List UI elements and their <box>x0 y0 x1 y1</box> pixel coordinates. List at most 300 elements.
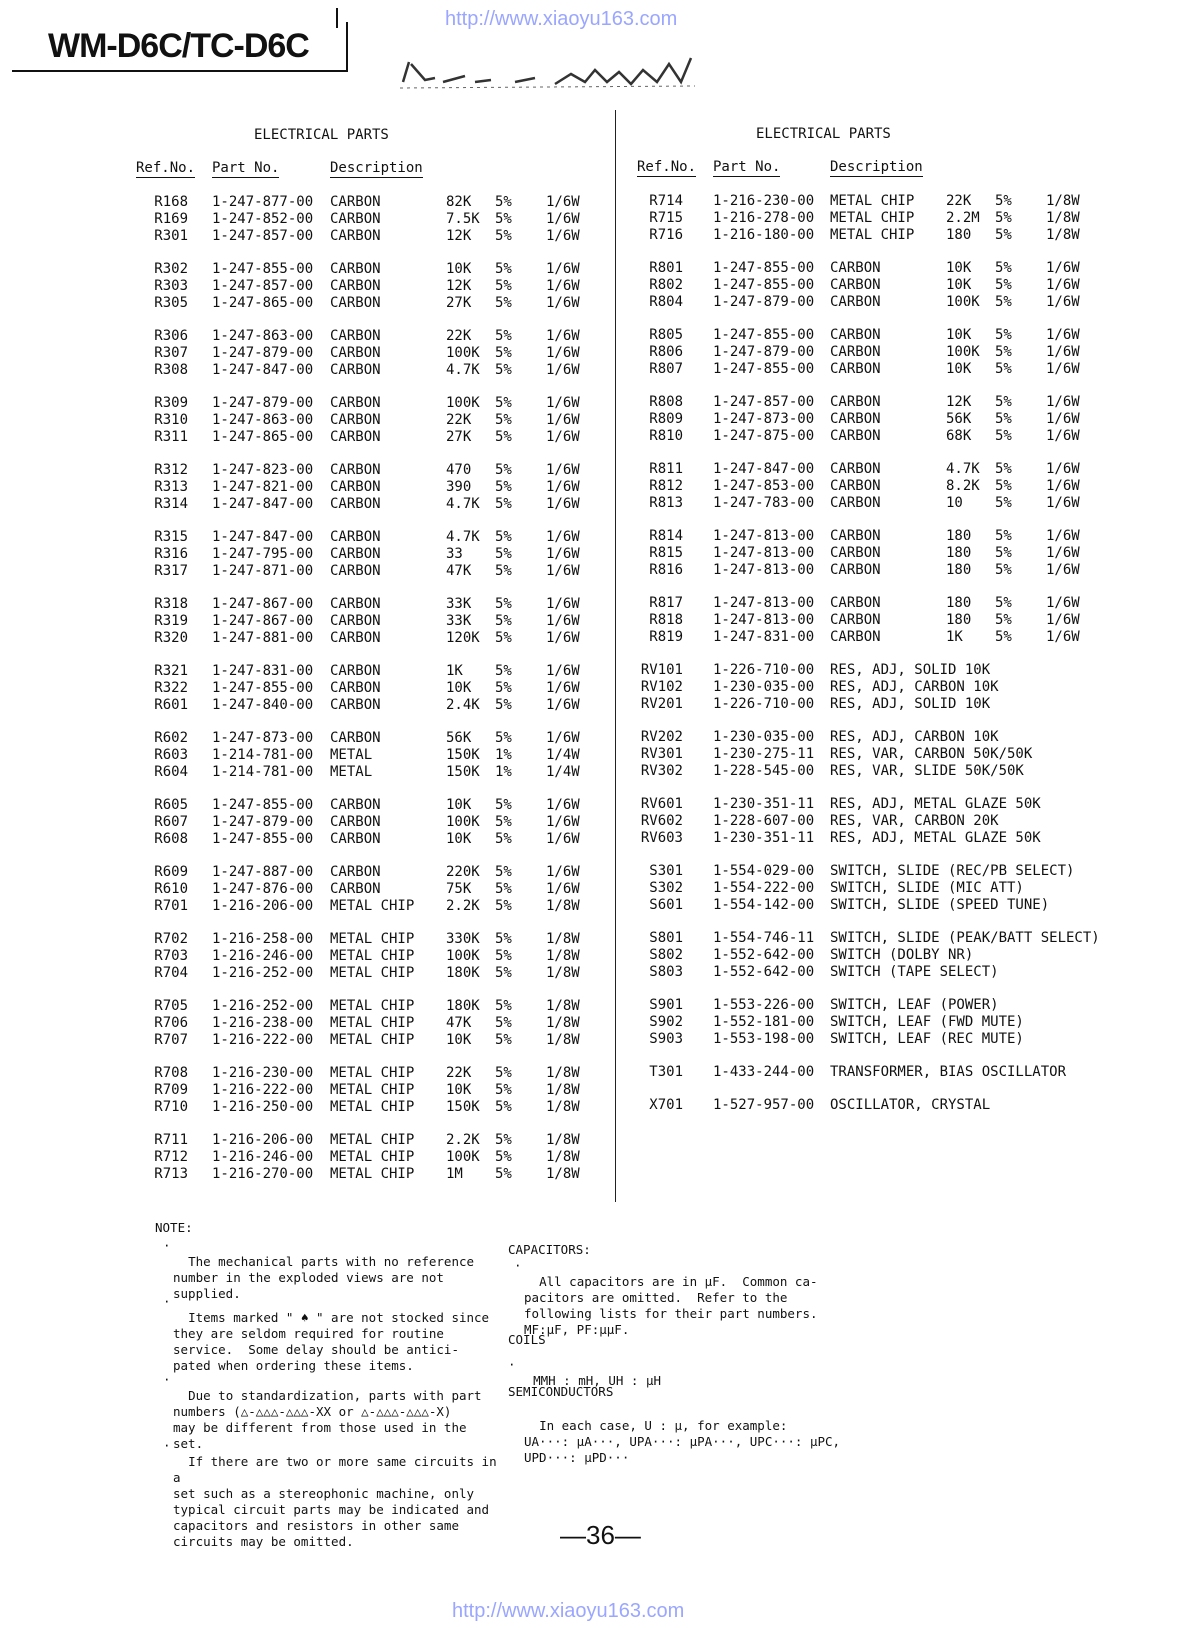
description: SWITCH, LEAF (REC MUTE) <box>830 1030 1024 1047</box>
value: 27K <box>446 428 472 445</box>
part-no: 1-247-857-00 <box>212 227 314 244</box>
ref-no: R711 <box>154 1132 188 1148</box>
value: 2.2K <box>446 1132 480 1148</box>
description: CARBON <box>830 260 881 276</box>
rating: 1/6W <box>1046 595 1080 611</box>
part-no: 1-216-252-00 <box>212 998 314 1014</box>
rating: 1/6W <box>546 194 580 210</box>
value: 1K <box>946 628 963 645</box>
tolerance: 5% <box>495 1081 512 1098</box>
rating: 1/6W <box>546 478 580 495</box>
description: CARBON <box>830 394 881 410</box>
tolerance: 5% <box>995 595 1012 611</box>
ref-no: S301 <box>649 863 683 879</box>
value: 2.2K <box>446 897 480 914</box>
part-no: 1-554-746-11 <box>713 930 815 946</box>
part-no: 1-552-642-00 <box>713 946 815 963</box>
part-no: 1-247-855-00 <box>713 360 815 377</box>
ref-no: R609 <box>154 864 188 880</box>
description: METAL CHIP <box>830 226 915 243</box>
rating: 1/6W <box>1046 276 1080 293</box>
ref-no: R807 <box>649 360 683 377</box>
ref-no: R604 <box>154 763 188 780</box>
value: 12K <box>946 394 972 410</box>
ref-no: R310 <box>154 411 188 428</box>
tolerance: 5% <box>495 428 512 445</box>
value: 1K <box>446 663 463 679</box>
ref-no: X701 <box>649 1097 683 1114</box>
part-no: 1-554-142-00 <box>713 896 815 913</box>
part-no: 1-247-847-00 <box>212 361 314 378</box>
value: 47K <box>446 562 472 579</box>
rating: 1/8W <box>546 1148 580 1165</box>
description: SWITCH, SLIDE (MIC ATT) <box>830 879 1024 896</box>
rating: 1/6W <box>1046 394 1080 410</box>
value: 330K <box>446 931 480 947</box>
value: 56K <box>446 730 472 746</box>
part-no: 1-247-881-00 <box>212 629 314 646</box>
rating: 1/6W <box>546 344 580 361</box>
right-col-ref-label: Ref.No. <box>637 159 697 175</box>
value: 180 <box>946 226 972 243</box>
part-no: 1-247-855-00 <box>713 327 815 343</box>
part-no: 1-230-035-00 <box>713 729 815 745</box>
tolerance: 5% <box>995 494 1012 511</box>
description: METAL CHIP <box>330 931 415 947</box>
rating: 1/6W <box>546 696 580 713</box>
model-tick <box>336 8 338 28</box>
part-no: 1-247-873-00 <box>713 410 815 427</box>
rating: 1/8W <box>546 1098 580 1115</box>
ref-no: R705 <box>154 998 188 1014</box>
ref-no: R809 <box>649 410 683 427</box>
value: 1M <box>446 1165 463 1182</box>
right-section-title: ELECTRICAL PARTS <box>756 126 891 142</box>
ref-no: R319 <box>154 612 188 629</box>
value: 100K <box>446 813 480 830</box>
rating: 1/6W <box>546 495 580 512</box>
rating: 1/6W <box>1046 461 1080 477</box>
rating: 1/6W <box>546 562 580 579</box>
ref-no: RV602 <box>640 812 683 829</box>
ref-no: R813 <box>649 494 683 511</box>
ref-no: R811 <box>649 461 683 477</box>
tolerance: 5% <box>495 1014 512 1031</box>
handwritten-scribble <box>395 52 705 92</box>
rating: 1/6W <box>546 545 580 562</box>
part-no: 1-247-821-00 <box>212 478 314 495</box>
ref-no: R704 <box>154 964 188 981</box>
part-no: 1-247-865-00 <box>212 294 314 311</box>
description: METAL CHIP <box>830 193 915 209</box>
description: METAL CHIP <box>330 964 415 981</box>
part-no: 1-552-642-00 <box>713 963 815 980</box>
part-no: 1-214-781-00 <box>212 746 314 763</box>
ref-no: R703 <box>154 947 188 964</box>
description: TRANSFORMER, BIAS OSCILLATOR <box>830 1064 1067 1080</box>
tolerance: 5% <box>495 880 512 897</box>
ref-no: R303 <box>154 277 188 294</box>
part-no: 1-230-275-11 <box>713 745 815 762</box>
rating: 1/8W <box>546 1031 580 1048</box>
part-no: 1-247-840-00 <box>212 696 314 713</box>
rating: 1/4W <box>546 763 580 780</box>
value: 180 <box>946 611 972 628</box>
part-no: 1-247-855-00 <box>212 679 314 696</box>
value: 100K <box>946 343 980 360</box>
part-no: 1-247-857-00 <box>212 277 314 294</box>
tolerance: 5% <box>995 410 1012 427</box>
value: 100K <box>946 293 980 310</box>
tolerance: 5% <box>495 998 512 1014</box>
description: CARBON <box>330 210 381 227</box>
part-no: 1-216-222-00 <box>212 1081 314 1098</box>
value: 2.2M <box>946 209 980 226</box>
value: 7.5K <box>446 210 480 227</box>
note-bullet: · <box>163 1372 171 1387</box>
description: METAL CHIP <box>330 1031 415 1048</box>
description: CARBON <box>330 612 381 629</box>
description: CARBON <box>330 227 381 244</box>
value: 33K <box>446 612 472 629</box>
note-bullet: · <box>163 1294 171 1309</box>
ref-no: RV603 <box>640 829 683 846</box>
ref-no: S803 <box>649 963 683 980</box>
tolerance: 1% <box>495 763 512 780</box>
note-bullet: · <box>163 1238 171 1253</box>
part-no: 1-247-813-00 <box>713 544 815 561</box>
part-no: 1-216-222-00 <box>212 1031 314 1048</box>
tolerance: 5% <box>495 328 512 344</box>
description: OSCILLATOR, CRYSTAL <box>830 1097 991 1114</box>
description: CARBON <box>830 293 881 310</box>
rating: 1/6W <box>1046 628 1080 645</box>
value: 180K <box>446 998 480 1014</box>
note-bullet: · <box>514 1258 522 1273</box>
note-text: Due to standardization, parts with part numbers (△-△△△-△△△-XX or △-△△△-△△△-X) may be different from those used in the set. <box>173 1388 482 1451</box>
value: 22K <box>446 328 472 344</box>
description: CARBON <box>330 696 381 713</box>
tolerance: 5% <box>495 897 512 914</box>
tolerance: 5% <box>495 830 512 847</box>
part-no: 1-247-855-00 <box>212 261 314 277</box>
part-no: 1-247-813-00 <box>713 561 815 578</box>
value: 10K <box>446 261 472 277</box>
ref-no: R708 <box>154 1065 188 1081</box>
part-no: 1-216-252-00 <box>212 964 314 981</box>
value: 27K <box>446 294 472 311</box>
left-col-ref <box>136 160 195 176</box>
part-no: 1-216-246-00 <box>212 947 314 964</box>
value: 4.7K <box>446 495 480 512</box>
ref-no: R305 <box>154 294 188 311</box>
value: 22K <box>446 1065 472 1081</box>
tolerance: 5% <box>995 226 1012 243</box>
coils-title: COILS <box>508 1332 546 1347</box>
value: 75K <box>446 880 472 897</box>
description: CARBON <box>330 880 381 897</box>
rating: 1/6W <box>546 261 580 277</box>
value: 4.7K <box>946 461 980 477</box>
description: CARBON <box>330 562 381 579</box>
semiconductors-note <box>524 1402 854 1466</box>
part-no: 1-247-863-00 <box>212 411 314 428</box>
note-item <box>163 1294 503 1374</box>
part-no: 1-554-029-00 <box>713 863 815 879</box>
rating: 1/6W <box>546 679 580 696</box>
part-no: 1-226-710-00 <box>713 695 815 712</box>
part-no: 1-553-226-00 <box>713 997 815 1013</box>
description: RES, VAR, CARBON 50K/50K <box>830 745 1033 762</box>
rating: 1/8W <box>546 1014 580 1031</box>
part-no: 1-247-852-00 <box>212 210 314 227</box>
part-no: 1-247-873-00 <box>212 730 314 746</box>
value: 2.4K <box>446 696 480 713</box>
left-section-title: ELECTRICAL PARTS <box>254 127 389 143</box>
rating: 1/6W <box>1046 561 1080 578</box>
ref-no: R314 <box>154 495 188 512</box>
left-col-desc <box>330 160 423 176</box>
tolerance: 5% <box>495 663 512 679</box>
ref-no: R818 <box>649 611 683 628</box>
tolerance: 5% <box>495 947 512 964</box>
value: 150K <box>446 1098 480 1115</box>
description: METAL CHIP <box>330 998 415 1014</box>
value: 100K <box>446 395 480 411</box>
rating: 1/6W <box>546 227 580 244</box>
rating: 1/6W <box>546 612 580 629</box>
description: METAL <box>330 746 373 763</box>
tolerance: 5% <box>495 227 512 244</box>
description: CARBON <box>830 628 881 645</box>
right-col-desc <box>830 159 923 175</box>
part-no: 1-553-198-00 <box>713 1030 815 1047</box>
description: CARBON <box>330 294 381 311</box>
description: RES, ADJ, METAL GLAZE 50K <box>830 796 1041 812</box>
rating: 1/6W <box>1046 611 1080 628</box>
tolerance: 5% <box>495 1098 512 1115</box>
part-no: 1-247-857-00 <box>713 394 815 410</box>
description: METAL CHIP <box>330 1098 415 1115</box>
part-no: 1-247-813-00 <box>713 528 815 544</box>
description: CARBON <box>330 797 381 813</box>
value: 150K <box>446 763 480 780</box>
tolerance: 5% <box>495 1031 512 1048</box>
value: 47K <box>446 1014 472 1031</box>
rating: 1/4W <box>546 746 580 763</box>
tolerance: 5% <box>995 528 1012 544</box>
tolerance: 5% <box>495 529 512 545</box>
part-no: 1-247-855-00 <box>212 797 314 813</box>
rating: 1/6W <box>546 596 580 612</box>
value: 180 <box>946 561 972 578</box>
rating: 1/6W <box>546 361 580 378</box>
ref-no: R607 <box>154 813 188 830</box>
ref-no: R810 <box>649 427 683 444</box>
tolerance: 5% <box>495 730 512 746</box>
rating: 1/8W <box>546 1065 580 1081</box>
tolerance: 5% <box>495 495 512 512</box>
value: 10K <box>446 1081 472 1098</box>
note-item <box>163 1438 503 1550</box>
rating: 1/6W <box>1046 494 1080 511</box>
ref-no: RV601 <box>640 796 683 812</box>
description: CARBON <box>330 428 381 445</box>
value: 10K <box>946 327 972 343</box>
ref-no: S601 <box>649 896 683 913</box>
description: RES, ADJ, CARBON 10K <box>830 678 999 695</box>
rating: 1/6W <box>1046 343 1080 360</box>
url-top[interactable]: http://www.xiaoyu163.com <box>445 8 678 30</box>
value: 12K <box>446 277 472 294</box>
part-no: 1-216-230-00 <box>212 1065 314 1081</box>
part-no: 1-216-246-00 <box>212 1148 314 1165</box>
part-no: 1-247-853-00 <box>713 477 815 494</box>
value: 180 <box>946 595 972 611</box>
ref-no: R815 <box>649 544 683 561</box>
value: 100K <box>446 1148 480 1165</box>
rating: 1/6W <box>1046 293 1080 310</box>
ref-no: RV202 <box>640 729 683 745</box>
description: CARBON <box>330 663 381 679</box>
ref-no: R801 <box>649 260 683 276</box>
value: 390 <box>446 478 472 495</box>
tolerance: 5% <box>495 478 512 495</box>
tolerance: 5% <box>495 964 512 981</box>
ref-no: R806 <box>649 343 683 360</box>
tolerance: 5% <box>995 394 1012 410</box>
ref-no: R608 <box>154 830 188 847</box>
ref-no: R605 <box>154 797 188 813</box>
tolerance: 5% <box>995 260 1012 276</box>
part-no: 1-247-871-00 <box>212 562 314 579</box>
tolerance: 5% <box>495 696 512 713</box>
value: 4.7K <box>446 529 480 545</box>
part-no: 1-216-206-00 <box>212 897 314 914</box>
description: CARBON <box>830 528 881 544</box>
rating: 1/6W <box>546 797 580 813</box>
rating: 1/8W <box>546 931 580 947</box>
description: CARBON <box>330 194 381 210</box>
ref-no: R603 <box>154 746 188 763</box>
ref-no: R322 <box>154 679 188 696</box>
description: METAL CHIP <box>330 1132 415 1148</box>
tolerance: 5% <box>495 612 512 629</box>
semiconductors-text: In each case, U : µ, for example: UA···: µA···, UPA···: µPA···, UPC···: µPC, UPD···: µPD··· <box>524 1418 841 1465</box>
ref-no: R715 <box>649 209 683 226</box>
tolerance: 5% <box>495 411 512 428</box>
description: CARBON <box>830 410 881 427</box>
url-bottom[interactable]: http://www.xiaoyu163.com <box>452 1600 685 1622</box>
ref-no: S902 <box>649 1013 683 1030</box>
description: CARBON <box>330 411 381 428</box>
ref-no: R706 <box>154 1014 188 1031</box>
rating: 1/8W <box>546 947 580 964</box>
description: SWITCH, LEAF (FWD MUTE) <box>830 1013 1024 1030</box>
part-no: 1-230-035-00 <box>713 678 815 695</box>
rating: 1/6W <box>546 813 580 830</box>
part-no: 1-247-831-00 <box>212 663 314 679</box>
rating: 1/6W <box>546 328 580 344</box>
tolerance: 5% <box>495 562 512 579</box>
ref-no: R316 <box>154 545 188 562</box>
tolerance: 5% <box>995 360 1012 377</box>
description: METAL CHIP <box>330 947 415 964</box>
description: RES, ADJ, SOLID 10K <box>830 662 991 678</box>
rating: 1/6W <box>546 880 580 897</box>
left-col-ref-label: Ref.No. <box>136 160 196 176</box>
rating: 1/6W <box>546 277 580 294</box>
tolerance: 5% <box>995 343 1012 360</box>
ref-no: R320 <box>154 629 188 646</box>
note-bullet: · <box>163 1438 171 1453</box>
description: CARBON <box>330 395 381 411</box>
part-no: 1-247-855-00 <box>713 260 815 276</box>
description: SWITCH, SLIDE (REC/PB SELECT) <box>830 863 1075 879</box>
value: 12K <box>446 227 472 244</box>
part-no: 1-247-855-00 <box>212 830 314 847</box>
rating: 1/6W <box>546 210 580 227</box>
description: SWITCH (TAPE SELECT) <box>830 963 999 980</box>
description: CARBON <box>830 477 881 494</box>
ref-no: RV301 <box>640 745 683 762</box>
left-col-part <box>212 160 279 176</box>
tolerance: 5% <box>995 293 1012 310</box>
tolerance: 5% <box>495 210 512 227</box>
description: CARBON <box>330 830 381 847</box>
description: CARBON <box>330 344 381 361</box>
description: CARBON <box>330 277 381 294</box>
value: 100K <box>446 947 480 964</box>
semiconductors-title: SEMICONDUCTORS <box>508 1384 614 1399</box>
ref-no: S901 <box>649 997 683 1013</box>
ref-no: R168 <box>154 194 188 210</box>
rating: 1/8W <box>546 1081 580 1098</box>
ref-no: S802 <box>649 946 683 963</box>
note-item <box>163 1238 503 1302</box>
value: 120K <box>446 629 480 646</box>
rating: 1/8W <box>1046 209 1080 226</box>
part-no: 1-247-887-00 <box>212 864 314 880</box>
ref-no: S302 <box>649 879 683 896</box>
ref-no: R710 <box>154 1098 188 1115</box>
description: CARBON <box>330 361 381 378</box>
tolerance: 5% <box>995 193 1012 209</box>
ref-no: R315 <box>154 529 188 545</box>
value: 150K <box>446 746 480 763</box>
ref-no: R302 <box>154 261 188 277</box>
rating: 1/8W <box>546 964 580 981</box>
tolerance: 5% <box>495 931 512 947</box>
part-no: 1-247-879-00 <box>212 813 314 830</box>
rating: 1/8W <box>546 1165 580 1182</box>
ref-no: R311 <box>154 428 188 445</box>
part-no: 1-247-783-00 <box>713 494 815 511</box>
ref-no: R714 <box>649 193 683 209</box>
capacitors-note <box>514 1258 854 1338</box>
description: METAL CHIP <box>330 1014 415 1031</box>
ref-no: R814 <box>649 528 683 544</box>
description: METAL CHIP <box>330 1065 415 1081</box>
rating: 1/6W <box>546 830 580 847</box>
description: CARBON <box>830 561 881 578</box>
value: 180K <box>446 964 480 981</box>
page-number: —36— <box>560 1520 641 1550</box>
ref-no: R306 <box>154 328 188 344</box>
part-no: 1-247-847-00 <box>212 529 314 545</box>
description: CARBON <box>830 611 881 628</box>
rating: 1/6W <box>1046 544 1080 561</box>
